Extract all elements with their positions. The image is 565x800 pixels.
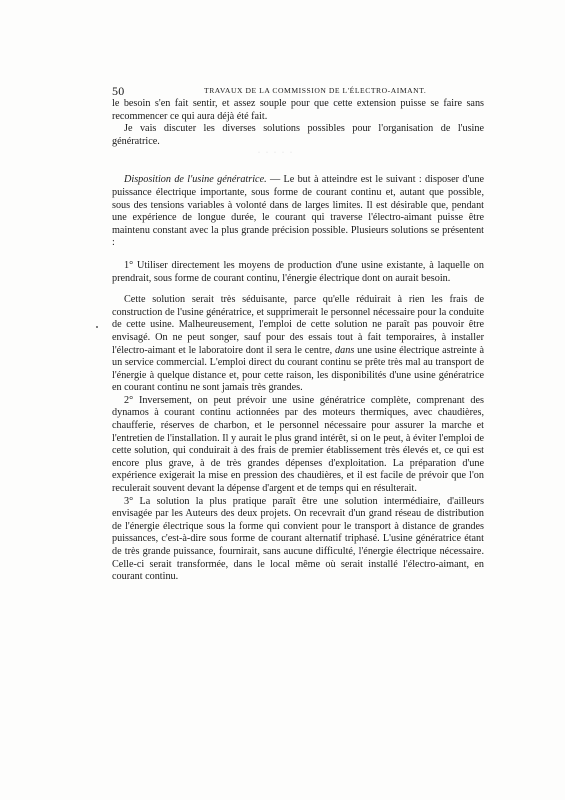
- emphasis-word: dans: [335, 344, 355, 356]
- decorative-dots: ·····: [258, 150, 298, 156]
- discussion-part-a: Cette solution serait très séduisante, parce qu'elle réduirait à rien les frais de construction de l'usine génératrice, et supprimerait le personnel nécessaire pour la conduite de cette usine. Malheureusement, l'emploi de cette solution ne paraît pas pouvoir être envisagé. On ne peut songer, sauf pour des essais tout à fait temporaires, à installer l'électro-aimant et le laboratoire dont il sera le centre,: [112, 294, 484, 356]
- page-speck: [96, 326, 98, 328]
- page-body: [112, 98, 484, 584]
- paragraph-section: [112, 174, 484, 250]
- paragraph-continuation: le besoin s'en fait sentir, et assez souple pour que cette extension puisse se faire sans recommencer ce qui aura déjà été fait.: [112, 98, 484, 122]
- page-number: 50: [112, 84, 125, 98]
- paragraph-solution-3: 3° La solution la plus pratique paraît être une solution intermédiaire, d'ailleurs envisagée par les Auteurs des deux projets. On recevrait d'un grand réseau de distribution de l'énergie électrique sous la forme qui convient pour le transport à distance de grandes puissances, c'est-à-dire sous forme de courant alternatif triphasé. L'usine génératrice étant de très grande puissance, fournirait, sans aucune difficulté, l'énergie électrique nécessaire. Celle-ci serait transformée, dans le local même où serait installé l'électro-aimant, en courant continu.: [112, 495, 484, 583]
- page-header: [112, 84, 485, 98]
- paragraph-intro: Je vais discuter les diverses solutions possibles pour l'organisation de l'usine génératrice.: [112, 123, 484, 147]
- paragraph-solution-1-discussion: [112, 294, 484, 395]
- paragraph-solution-2: 2° Inversement, on peut prévoir une usine génératrice complète, comprenant des dynamos à courant continu actionnées par des moteurs thermiques, avec chaudières, chaufferie, réserves de charbon, et le personnel nécessaire pour assurer la marche et l'entretien de l'installation. Il y aurait le plus grand intérêt, si on le peut, à éviter l'emploi de cette solution, qui conduirait à des frais de premier établissement très élevés et, ce qui est encore plus grave, à de très grandes dépenses d'exploitation. La préparation d'une expérience exigerait la mise en pression des chaudières, et il est facile de prévoir que l'on reculerait souvent devant la dépense d'argent et de temps qui en résulterait.: [112, 394, 484, 495]
- running-title: TRAVAUX DE LA COMMISSION DE L'ÉLECTRO-AIMANT.: [204, 86, 427, 95]
- section-body: — Le but à atteindre est le suivant : disposer d'une puissance électrique importante, sous forme de courant continu et, autant que possible, sous des tensions variables à volonté dans de larges limites. Il est désirable que, pendant une expérience de longue durée, le courant qui traverse l'électro-aimant puisse être maintenu constant avec la plus grande précision possible. Plusieurs solutions se présentent :: [112, 174, 484, 249]
- paragraph-solution-1: 1° Utiliser directement les moyens de production d'une usine existante, à laquelle on prendrait, sous forme de courant continu, l'énergie électrique dont on aurait besoin.: [112, 259, 484, 284]
- discussion-part-b: une usine électrique astreinte à un service commercial. L'emploi direct du courant continu se prête très mal au transport de l'énergie à quelque distance et, pour cette raison, les disponibilités d'une usine génératrice en courant continu ne sont jamais très grandes.: [112, 344, 484, 394]
- section-title: Disposition de l'usine génératrice.: [124, 174, 267, 186]
